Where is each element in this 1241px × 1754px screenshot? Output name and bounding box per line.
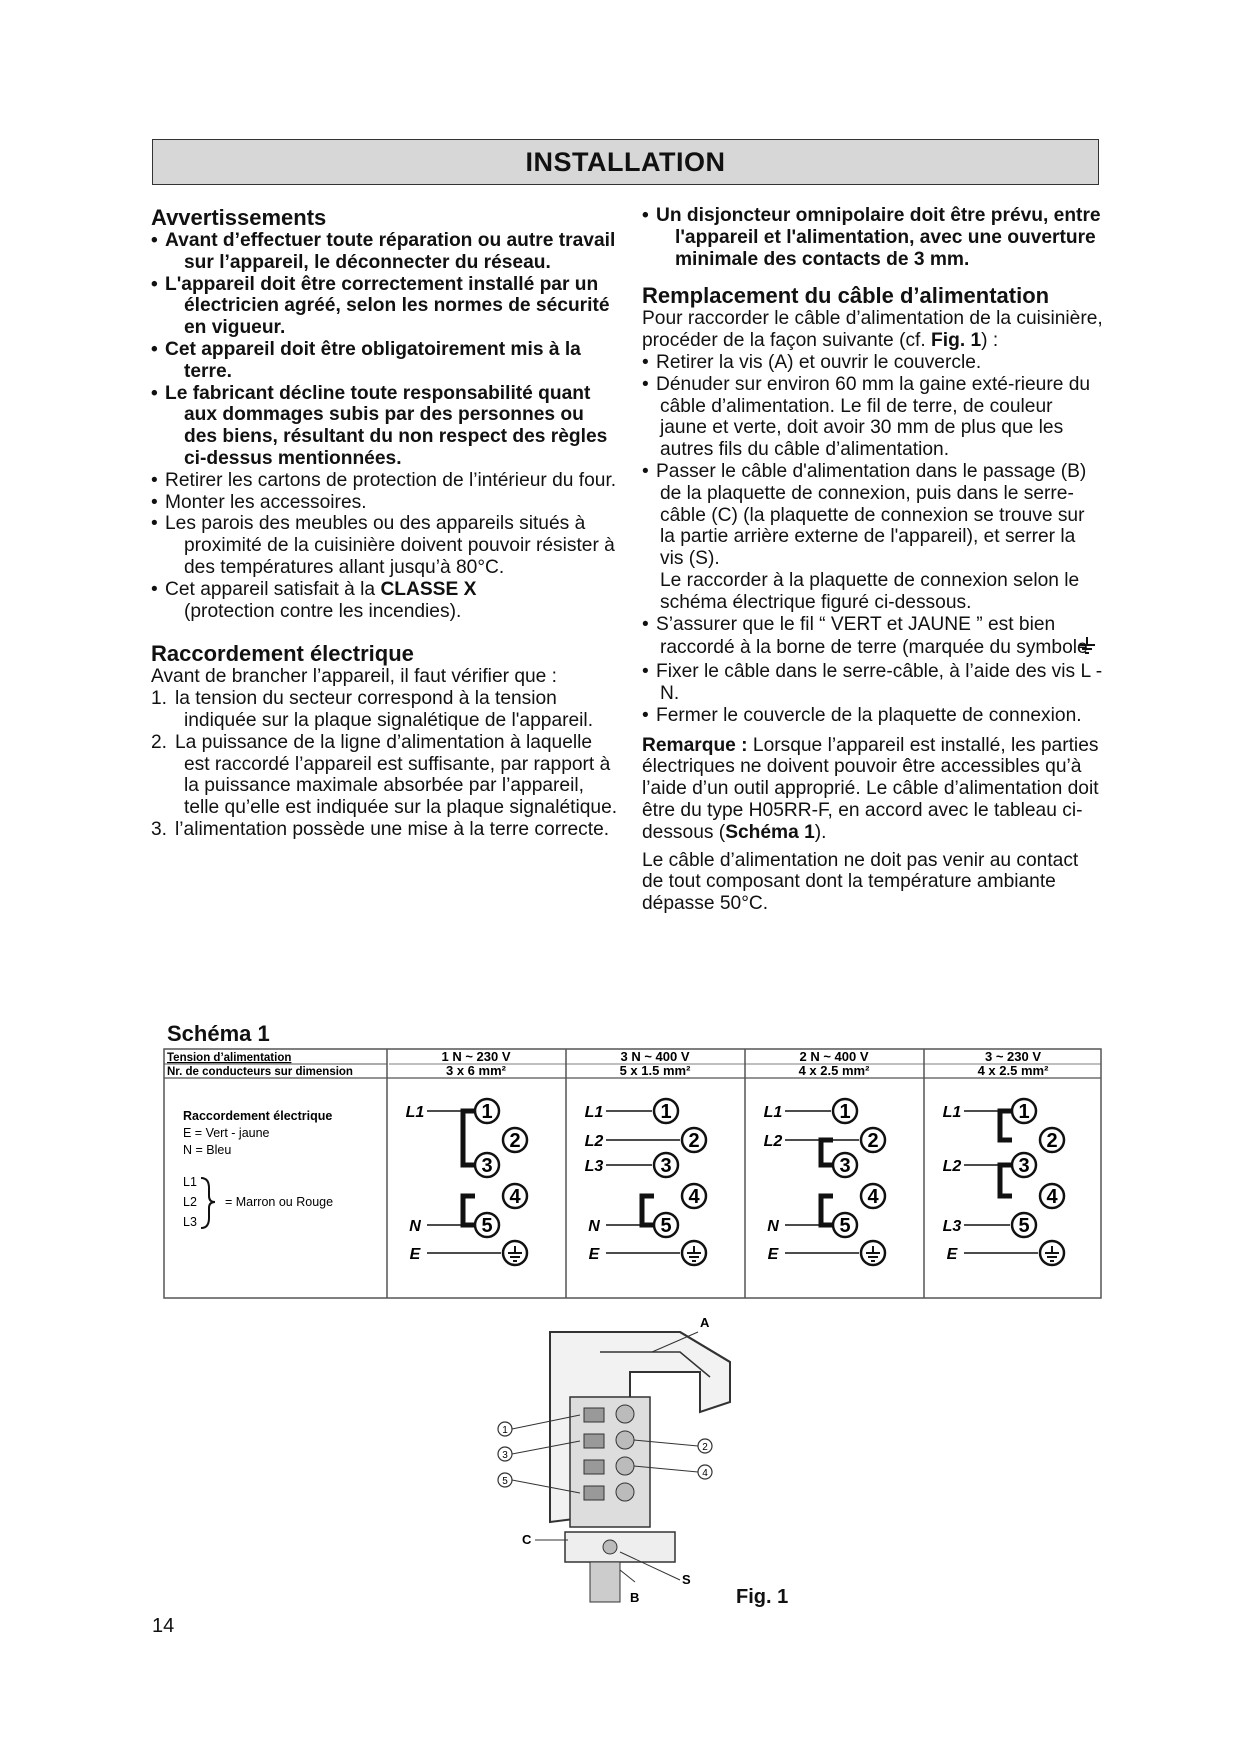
terminal-number: 5 [1018, 1215, 1030, 1237]
disjoncteur-note: • Un disjoncteur omnipolaire doit être prévu, entre l'appareil et l'alimentation, avec une ouverture minimale des contacts de 3 mm. [642, 205, 1101, 270]
col-tension: 2 N ~ 400 V [799, 1049, 869, 1064]
terminal-number: 3 [1018, 1155, 1030, 1177]
wire-label: L2 [584, 1133, 604, 1150]
section-header [152, 139, 1099, 185]
ground-symbol-icon [1094, 635, 1098, 661]
terminal-number: 3 [839, 1155, 851, 1177]
left-column [151, 206, 621, 841]
wire-label: L1 [763, 1104, 783, 1121]
legend-e: E = Vert - jaune [183, 1126, 270, 1140]
terminal-number: 2 [509, 1130, 521, 1152]
callout-3: 3 [502, 1450, 508, 1461]
wire-label: L1 [942, 1104, 962, 1121]
raccordement-item: 3. l’alimentation possède une mise à la terre correcte. [151, 818, 610, 840]
raccordement-title: Raccordement électrique [151, 641, 414, 667]
wire-label: N [767, 1218, 779, 1235]
wire-label: L3 [584, 1158, 604, 1175]
wire-label: L1 [584, 1104, 604, 1121]
raccordement-item: 1. la tension du secteur correspond à la tension indiquée sur la plaque signalétique de l'appareil. [151, 688, 594, 731]
terminal-number: 1 [1018, 1101, 1030, 1123]
cable-step: • S’assurer que le fil “ VERT et JAUNE ” est bien raccordé à la borne de terre (marquée du symbole [642, 614, 1104, 662]
terminal-number: 1 [839, 1101, 851, 1123]
col-tension: 1 N ~ 230 V [441, 1049, 511, 1064]
raccordement-intro: Avant de brancher l’appareil, il faut vérifier que : [151, 666, 558, 688]
wire-label: L3 [942, 1218, 962, 1235]
terminal-bridge [463, 1196, 475, 1225]
row-label-tension: Tension d’alimentation [167, 1052, 292, 1064]
wire-label: E [409, 1246, 421, 1263]
raccordement-item: 2. La puissance de la ligne d’alimentation à laquelle est raccordé l’appareil est suffisante, par rapport à la puissance maximale absorbée par l’appareil, telle qu’elle est indiquée sur la plaque signalétique. [151, 731, 618, 819]
terminal-number: 5 [481, 1215, 493, 1237]
wire-label: E [946, 1246, 958, 1263]
remarque: Remarque : Lorsque l’appareil est installé, les parties électriques ne doivent pouvoir être accessibles qu’à l’aide d’un outil approprié. Le câble d’alimentation doit être du type H05RR-F, en accord avec le tableau ci-dessous (Schéma 1). [642, 734, 1099, 843]
warnings-title: Avvertissements [151, 205, 327, 230]
figure-label: Fig. 1 [736, 1586, 789, 1608]
terminal-bridge [821, 1196, 833, 1225]
wire-label: E [588, 1246, 600, 1263]
cable-intro: Pour raccorder le câble d’alimentation de la cuisinière, procéder de la façon suivante (cf. Fig. 1) : [642, 308, 1103, 352]
wire-label: N [409, 1218, 421, 1235]
terminal-number: 4 [688, 1186, 700, 1208]
wire-label: N [588, 1218, 600, 1235]
terminal-number: 2 [867, 1130, 879, 1152]
col-conducteurs: 4 x 2.5 mm² [798, 1063, 870, 1078]
terminal-number: 5 [660, 1215, 672, 1237]
cable-step: • Passer le câble d'alimentation dans le passage (B) de la plaquette de connexion, puis dans le serre-câble (C) (la plaquette de connexion se trouve sur la partie arrière externe de l'appareil), et serrer la vis (S). Le raccorder à la plaquette de connexion selon le schéma électrique figuré ci-dessous. [642, 460, 1087, 613]
wire-label: L1 [405, 1104, 425, 1121]
page-number: 14 [152, 1615, 175, 1637]
callout-4: 4 [702, 1468, 708, 1479]
col-tension: 3 N ~ 400 V [620, 1049, 690, 1064]
right-column [642, 205, 1104, 915]
warning-item-classe: • Cet appareil satisfait à la CLASSE X (protection contre les incendies). [151, 578, 477, 622]
connection-block-figure [480, 1312, 820, 1612]
legend-brace-icon [201, 1178, 215, 1228]
terminal-bridge [1000, 1165, 1012, 1196]
warning-item: • L'appareil doit être correctement installé par un électricien agréé, selon les normes de sécurité en vigueur. [151, 273, 610, 339]
terminal-number: 2 [688, 1130, 700, 1152]
cable-title: Remplacement du câble d’alimentation [642, 283, 1050, 309]
callout-b: B [630, 1590, 640, 1605]
warning-item: • Les parois des meubles ou des appareils situés à proximité de la cuisinière doivent pouvoir résister à des températures allant jusqu’à 80°C. [151, 513, 615, 578]
terminal-number: 3 [660, 1155, 672, 1177]
terminal-number: 3 [481, 1155, 493, 1177]
wiring-schema [163, 1048, 1103, 1300]
cable-step: • Fermer le couvercle de la plaquette de connexion. [642, 704, 1082, 726]
wire-label: L2 [763, 1133, 783, 1150]
terminal-number: 4 [509, 1186, 521, 1208]
cable-step: • Fixer le câble dans le serre-câble, à l’aide des vis L - N. [642, 661, 1103, 704]
row-label-conducteurs: Nr. de conducteurs sur dimension [167, 1066, 353, 1078]
col-conducteurs: 5 x 1.5 mm² [619, 1063, 691, 1078]
col-conducteurs: 3 x 6 mm² [446, 1063, 506, 1078]
legend-l3: L3 [183, 1215, 197, 1229]
legend-title: Raccordement électrique [183, 1109, 333, 1123]
terminal-number: 1 [481, 1101, 493, 1123]
warning-item: • Cet appareil doit être obligatoirement mis à la terre. [151, 338, 581, 382]
warning-item: • Le fabricant décline toute responsabilité quant aux dommages subis par des personnes ou des biens, résultant du non respect des règles ci-dessus mentionnées. [151, 382, 608, 469]
col-conducteurs: 4 x 2.5 mm² [977, 1063, 1049, 1078]
legend-l2: L2 [183, 1195, 197, 1209]
callout-5: 5 [502, 1476, 508, 1487]
wire-label: L2 [942, 1158, 962, 1175]
terminal-number: 4 [867, 1186, 879, 1208]
section-title: INSTALLATION [525, 146, 726, 177]
cable-step: • Dénuder sur environ 60 mm la gaine exté-rieure du câble d’alimentation. Le fil de terre, de couleur jaune et verte, doit avoir 30 mm de plus que les autres fils du câble d’alimentation. [642, 373, 1091, 461]
wire-label: E [767, 1246, 779, 1263]
terminal-number: 2 [1046, 1130, 1058, 1152]
legend-l1: L1 [183, 1175, 197, 1189]
terminal-number: 5 [839, 1215, 851, 1237]
warning-item: • Avant d’effectuer toute réparation ou autre travail sur l’appareil, le déconnecter du réseau. [151, 230, 616, 273]
warning-item: • Monter les accessoires. [151, 491, 367, 513]
col-tension: 3 ~ 230 V [984, 1049, 1042, 1064]
terminal-number: 4 [1046, 1186, 1058, 1208]
warning-item: • Retirer les cartons de protection de l’intérieur du four. [151, 469, 617, 491]
legend-n: N = Bleu [183, 1143, 232, 1157]
callout-s: S [682, 1572, 691, 1587]
callout-1: 1 [502, 1425, 508, 1436]
terminal-bridge [1000, 1111, 1012, 1140]
final-note: Le câble d’alimentation ne doit pas venir au contact de tout composant dont la température ambiante dépasse 50°C. [642, 849, 1079, 915]
callout-2: 2 [702, 1442, 708, 1453]
legend-color: = Marron ou Rouge [225, 1195, 334, 1209]
terminal-bridge [463, 1111, 475, 1165]
callout-c: C [522, 1532, 532, 1547]
terminal-number: 1 [660, 1101, 672, 1123]
schema-title: Schéma 1 [167, 1021, 270, 1046]
cable-step: • Retirer la vis (A) et ouvrir le couvercle. [642, 351, 982, 373]
terminal-bridge [642, 1196, 654, 1225]
terminal-bridge [821, 1140, 833, 1165]
callout-a: A [700, 1315, 710, 1330]
